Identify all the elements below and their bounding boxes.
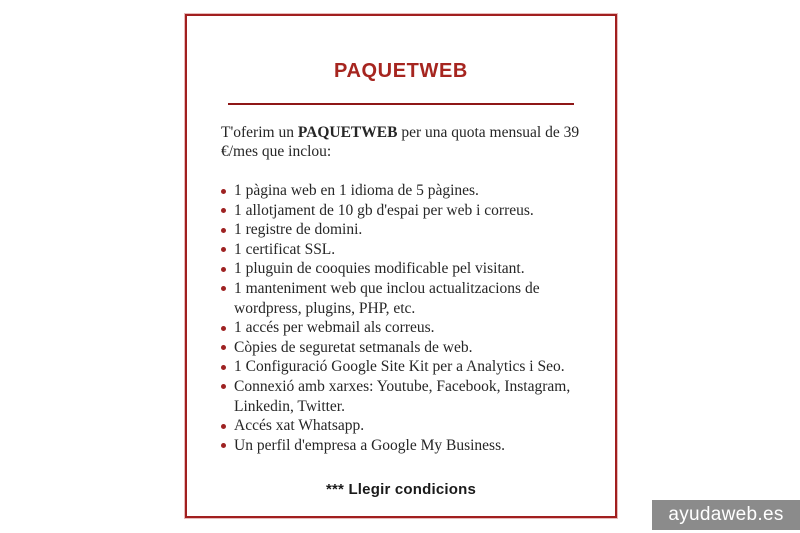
list-item — [221, 377, 593, 416]
list-item — [221, 259, 593, 279]
bullet-icon — [221, 208, 226, 213]
bullet-icon — [221, 424, 226, 429]
watermark-label: ayudaweb.es — [668, 504, 784, 525]
list-item-label: Connexió amb xarxes: Youtube, Facebook, Instagram, Linkedin, Twitter. — [234, 377, 571, 415]
bullet-icon — [221, 443, 226, 448]
intro-text-after: per una quota mensual de 39 €/mes que inclou: — [221, 124, 580, 160]
list-item-label: 1 pàgina web en 1 idioma de 5 pàgines. — [234, 182, 479, 199]
list-item-label: 1 accés per webmail als correus. — [234, 319, 435, 337]
list-item-label: 1 allotjament de 10 gb d'espai per web i correus. — [234, 201, 534, 219]
list-item — [221, 338, 593, 358]
conditions-note[interactable]: *** Llegir condicions — [325, 481, 477, 499]
bullet-icon — [221, 345, 226, 350]
intro-bold-term: PAQUETWEB — [297, 124, 398, 141]
list-item-label: 1 manteniment web que inclou actualitzacions de wordpress, plugins, PHP, etc. — [234, 279, 540, 317]
bullet-icon — [221, 267, 226, 272]
list-item — [221, 240, 593, 260]
list-item-label: 1 registre de domini. — [234, 221, 363, 239]
intro-paragraph — [187, 105, 615, 161]
features-list — [187, 161, 615, 455]
page-title: PAQUETWEB — [334, 60, 468, 82]
list-item — [221, 436, 593, 456]
list-item — [221, 318, 593, 338]
bullet-icon — [221, 228, 226, 233]
list-item-label: 1 certificat SSL. — [234, 240, 336, 258]
bullet-icon — [221, 365, 226, 370]
bullet-icon — [221, 189, 226, 194]
list-item-label: 1 Configuració Google Site Kit per a Analytics i Seo. — [234, 358, 565, 376]
list-item — [221, 181, 593, 201]
bullet-icon — [221, 247, 226, 252]
list-item-label: Accés xat Whatsapp. — [234, 417, 365, 435]
list-item — [221, 357, 593, 377]
intro-text-before: T'oferim un — [221, 124, 298, 141]
list-item — [221, 279, 593, 318]
offer-card — [185, 14, 617, 518]
list-item-label: Còpies de seguretat setmanals de web. — [234, 338, 473, 356]
list-item — [221, 201, 593, 221]
bullet-icon — [221, 326, 226, 331]
bullet-icon — [221, 286, 226, 291]
list-item-label: Un perfil d'empresa a Google My Business. — [234, 436, 505, 454]
list-item — [221, 416, 593, 436]
list-item-label: 1 pluguin de cooquies modificable pel visitant. — [234, 260, 525, 278]
watermark-badge — [652, 500, 800, 530]
list-item — [221, 220, 593, 240]
bullet-icon — [221, 384, 226, 389]
